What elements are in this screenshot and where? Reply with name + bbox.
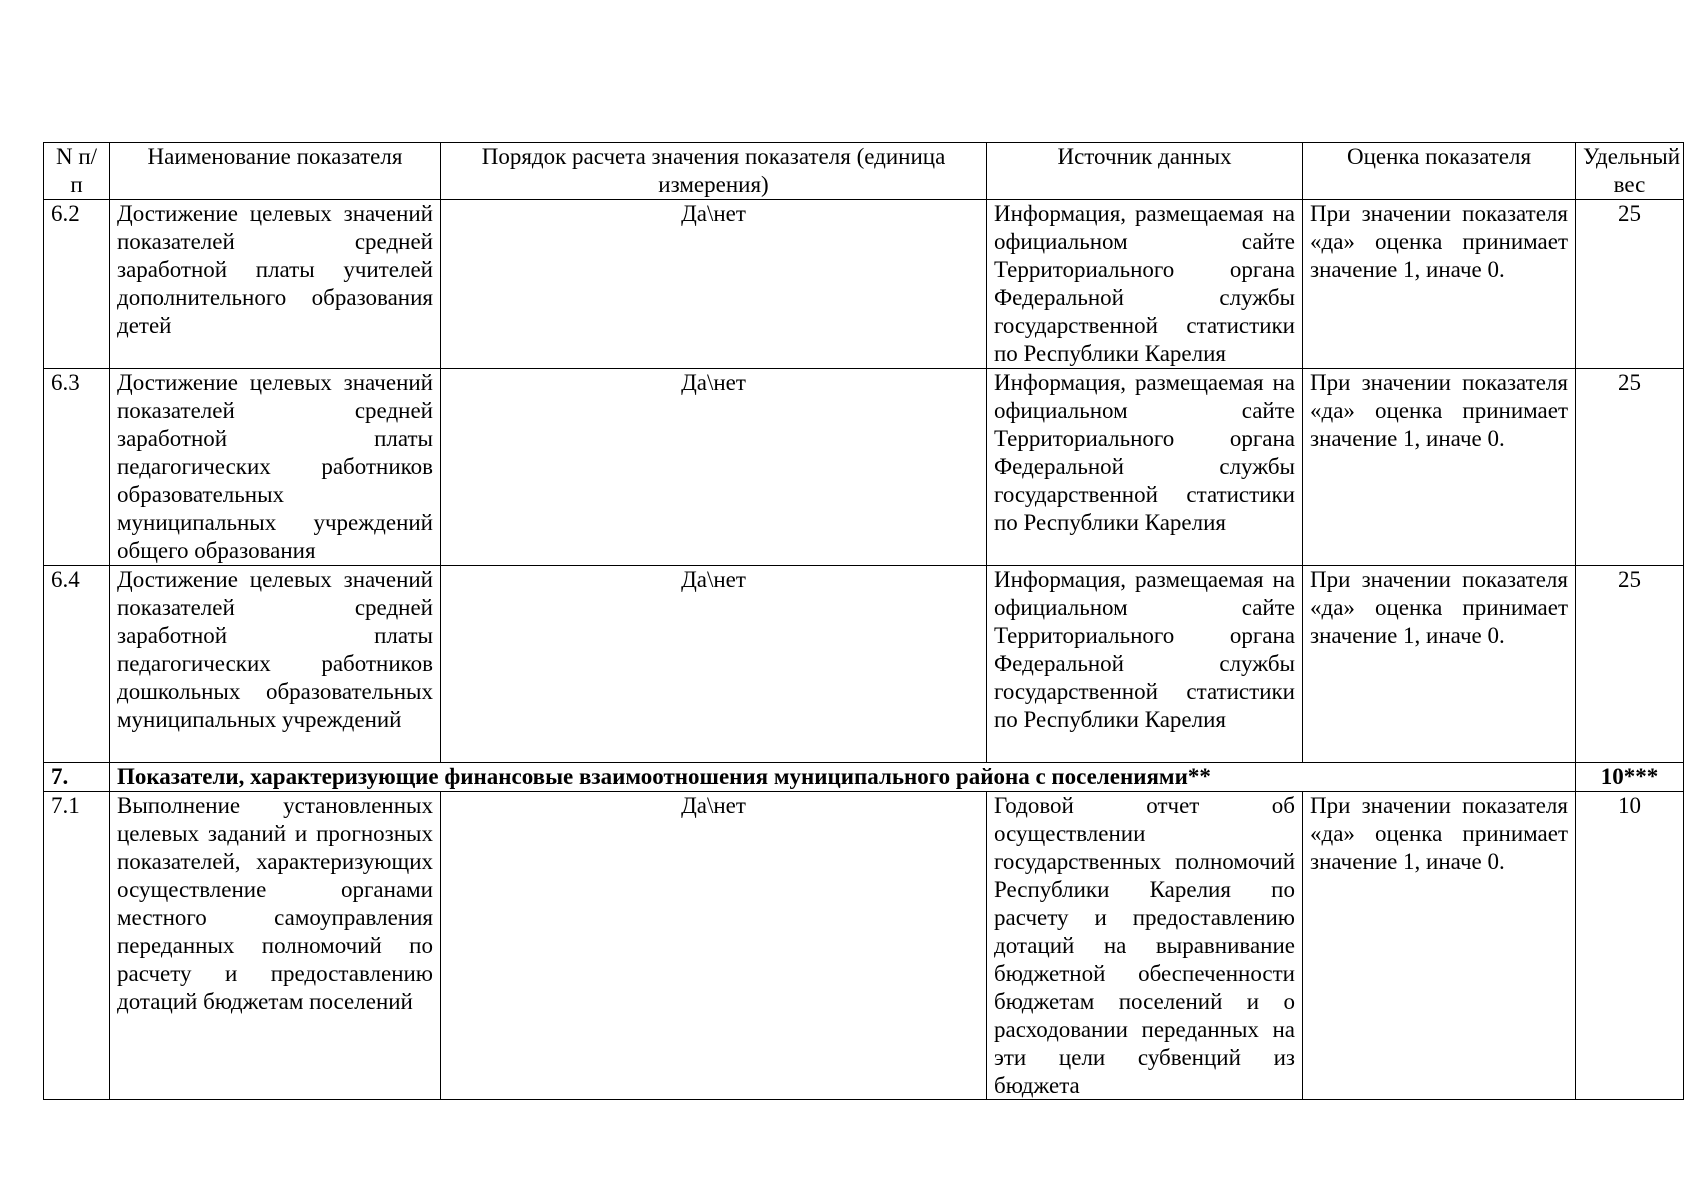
row-num: 7.1 xyxy=(44,792,110,1100)
table-row xyxy=(44,369,1684,566)
row-assessment: При значении показателя «да» оценка принимает значение 1, иначе 0. xyxy=(1303,200,1576,369)
indicators-table xyxy=(43,142,1684,1100)
section-title: Показатели, характеризующие финансовые взаимоотношения муниципального района с поселениями** xyxy=(110,763,1576,792)
row-name: Выполнение установленных целевых заданий и прогнозных показателей, характеризующих осуществление органами местного самоуправления переданных полномочий по расчету и предоставлению дотаций бюджетам поселений xyxy=(110,792,441,1100)
row-source: Годовой отчет об осуществлении государственных полномочий Республики Карелия по расчету и предоставлению дотаций на выравнивание бюджетной обеспеченности бюджетам поселений и о расходовании переданных на эти цели субвенций из бюджета xyxy=(994,793,1295,1098)
row-weight: 10 xyxy=(1576,792,1684,1100)
table-header-row xyxy=(44,143,1684,200)
header-assessment: Оценка показателя xyxy=(1303,143,1576,200)
row-assessment: При значении показателя «да» оценка принимает значение 1, иначе 0. xyxy=(1303,566,1576,763)
row-weight: 25 xyxy=(1576,200,1684,369)
header-name: Наименование показателя xyxy=(110,143,441,200)
row-source: Информация, размещаемая на официальном сайте Территориального органа Федеральной службы государственной статистики по Республики Карелия xyxy=(987,369,1303,566)
table-row xyxy=(44,200,1684,369)
section-weight: 10*** xyxy=(1576,763,1684,792)
row-weight: 25 xyxy=(1576,566,1684,763)
row-num: 6.3 xyxy=(44,369,110,566)
table-row xyxy=(44,792,1684,1100)
row-method: Да\нет xyxy=(441,200,987,369)
row-assessment: При значении показателя «да» оценка принимает значение 1, иначе 0. xyxy=(1303,792,1576,1100)
row-source: Информация, размещаемая на официальном сайте Территориального органа Федеральной службы государственной статистики по Республики Карелия xyxy=(987,200,1303,369)
row-source-cell xyxy=(987,792,1303,1100)
row-weight: 25 xyxy=(1576,369,1684,566)
row-num: 6.2 xyxy=(44,200,110,369)
row-name: Достижение целевых значений показателей средней заработной платы педагогических работников образовательных муниципальных учреждений общего образования xyxy=(110,369,441,566)
header-num: N п/п xyxy=(44,143,110,200)
section-num: 7. xyxy=(44,763,110,792)
row-assessment: При значении показателя «да» оценка принимает значение 1, иначе 0. xyxy=(1303,369,1576,566)
header-source: Источник данных xyxy=(987,143,1303,200)
row-source: Информация, размещаемая на официальном сайте Территориального органа Федеральной службы государственной статистики по Республики Карелия xyxy=(987,566,1303,763)
header-weight: Удельный вес xyxy=(1576,143,1684,200)
row-name: Достижение целевых значений показателей средней заработной платы педагогических работников дошкольных образовательных муниципальных учреждений xyxy=(110,566,441,763)
row-method: Да\нет xyxy=(441,566,987,763)
section-row xyxy=(44,763,1684,792)
header-method: Порядок расчета значения показателя (единица измерения) xyxy=(441,143,987,200)
table-row xyxy=(44,566,1684,763)
row-method: Да\нет xyxy=(441,369,987,566)
row-num: 6.4 xyxy=(44,566,110,763)
row-name: Достижение целевых значений показателей средней заработной платы учителей дополнительного образования детей xyxy=(110,200,441,369)
row-method: Да\нет xyxy=(441,792,987,1100)
